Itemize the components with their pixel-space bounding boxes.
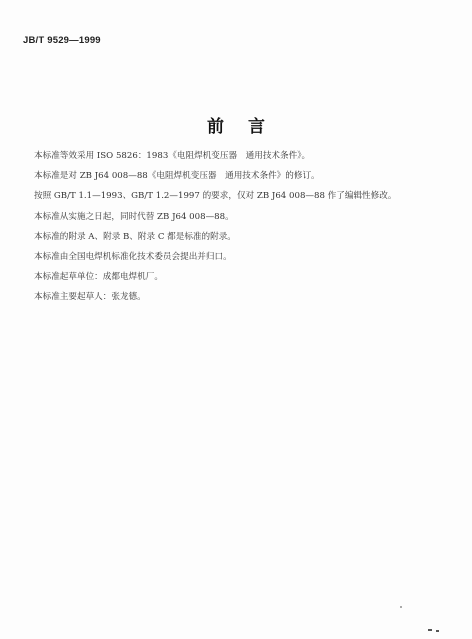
paragraph: 本标准从实施之日起，同时代替 ZB J64 008—88。 bbox=[34, 211, 234, 222]
foreword-body bbox=[34, 146, 454, 308]
paragraph: 本标准主要起草人：张龙德。 bbox=[34, 292, 146, 303]
title-char: 前 bbox=[207, 117, 224, 137]
paragraph: 本标准等效采用 ISO 5826：1983《电阻焊机变压器 通用技术条件》。 bbox=[34, 151, 311, 161]
scan-artifact bbox=[436, 630, 439, 632]
scan-artifact bbox=[428, 629, 432, 631]
page-title bbox=[0, 112, 472, 137]
paragraph: 本标准由全国电焊机标准化技术委员会提出并归口。 bbox=[34, 252, 232, 263]
title-char: 言 bbox=[248, 117, 265, 137]
standard-code: JB/T 9529—1999 bbox=[23, 35, 101, 46]
paragraph: 按照 GB/T 1.1—1993、GB/T 1.2—1997 的要求，仅对 ZB J64 008—88 作了编辑性修改。 bbox=[34, 191, 397, 202]
paragraph: 本标准起草单位：成都电焊机厂。 bbox=[34, 272, 163, 283]
paragraph: 本标准的附录 A、附录 B、附录 C 都是标准的附录。 bbox=[34, 231, 236, 242]
paragraph: 本标准是对 ZB J64 008—88《电阻焊机变压器 通用技术条件》的修订。 bbox=[34, 171, 320, 182]
scan-artifact bbox=[400, 606, 402, 608]
